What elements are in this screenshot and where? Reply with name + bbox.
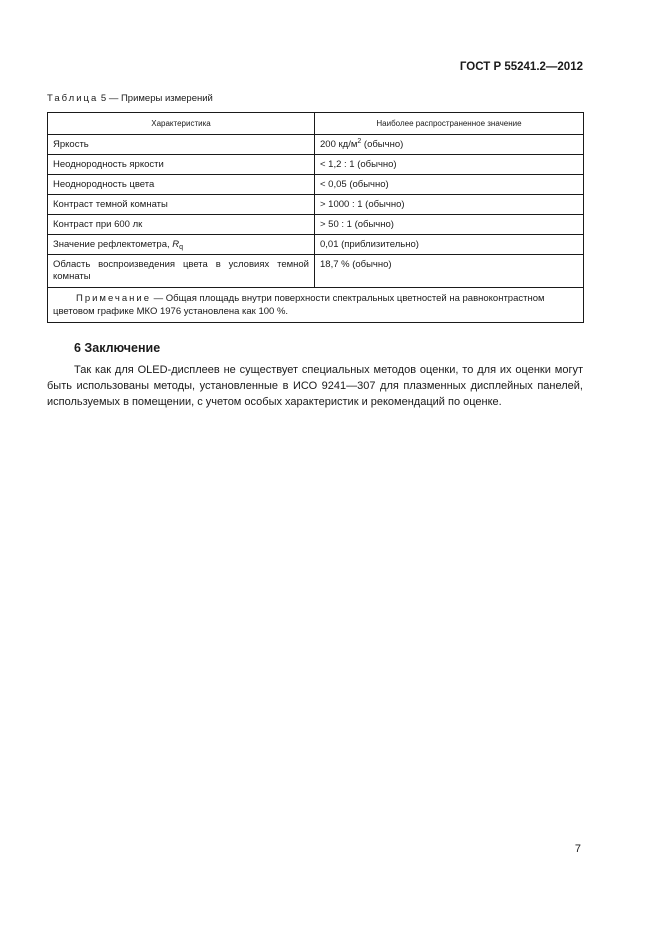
table-note-row <box>48 288 584 323</box>
value-superscript: 2 <box>357 138 362 145</box>
cell-characteristic: Неоднородность яркости <box>48 155 315 175</box>
note-label: Примечание <box>76 293 151 304</box>
cell-characteristic: Контраст при 600 лк <box>48 215 315 235</box>
cell-characteristic: Яркость <box>48 135 315 155</box>
page-number: 7 <box>574 843 581 855</box>
table-note <box>48 288 584 323</box>
table-row <box>48 255 584 288</box>
cell-value <box>315 135 584 155</box>
table-row <box>48 155 584 175</box>
table-caption-label: Таблица <box>47 93 99 104</box>
characteristic-subscript: q <box>179 244 184 251</box>
characteristic-symbol: R <box>172 239 180 250</box>
table-row <box>48 135 584 155</box>
characteristic-text: Значение рефлектометра, <box>53 239 173 250</box>
table-header-row <box>48 113 584 135</box>
cell-value: < 0,05 (обычно) <box>315 175 584 195</box>
cell-value: > 50 : 1 (обычно) <box>315 215 584 235</box>
cell-characteristic: Контраст темной комнаты <box>48 195 315 215</box>
measurements-table <box>47 112 584 323</box>
cell-value: 0,01 (приблизительно) <box>315 235 584 255</box>
cell-characteristic <box>48 255 315 288</box>
cell-value: > 1000 : 1 (обычно) <box>315 195 584 215</box>
table-row <box>48 215 584 235</box>
table-row <box>48 175 584 195</box>
section-title: 6 Заключение <box>74 341 161 355</box>
document-standard-code: ГОСТ Р 55241.2—2012 <box>459 61 583 73</box>
table-caption <box>47 93 213 104</box>
column-header-value: Наиболее распространенное значение <box>315 113 584 135</box>
cell-characteristic: Неоднородность цвета <box>48 175 315 195</box>
cell-characteristic <box>48 235 315 255</box>
characteristic-line-1: Область воспроизведения цвета в условиях темной <box>53 259 309 270</box>
cell-value: < 1,2 : 1 (обычно) <box>315 155 584 175</box>
table-caption-number: 5 <box>100 93 107 104</box>
cell-value: 18,7 % (обычно) <box>315 255 584 288</box>
note-text: — Общая площадь внутри поверхности спектральных цветностей на равноконтрастном цветовом графике МКО 1976 установлена как 100 %. <box>53 293 545 317</box>
table-row <box>48 235 584 255</box>
section-paragraph: Так как для OLED-дисплеев не существует специальных методов оценки, то для их оценки могут быть использованы методы, установленные в ИСО 9241—307 для плазменных дисплейных панелей, используемых в помещении, с учетом особых характеристик и рекомендаций по оценке. <box>47 364 583 408</box>
table-row <box>48 195 584 215</box>
characteristic-line-2: комнаты <box>53 271 91 282</box>
column-header-characteristic: Характеристика <box>48 113 315 135</box>
value-text: 200 кд/м <box>320 139 358 150</box>
table-caption-title: — Примеры измерений <box>108 93 213 104</box>
value-suffix: (обычно) <box>361 139 404 150</box>
